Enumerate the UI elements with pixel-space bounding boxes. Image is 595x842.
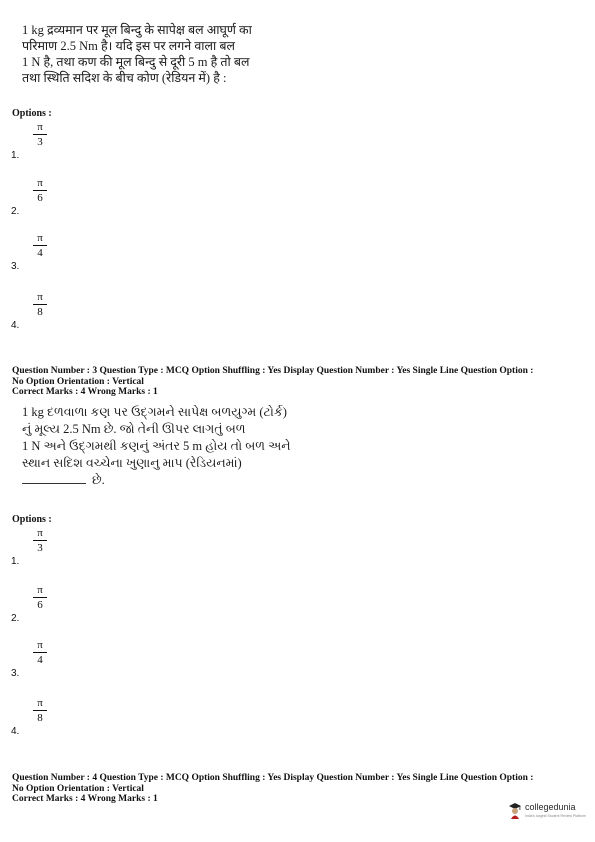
collegedunia-logo — [508, 798, 590, 824]
fraction-bar — [33, 134, 47, 135]
option-number: 3. — [11, 668, 20, 679]
option-4[interactable] — [11, 697, 71, 737]
fraction-bar — [33, 304, 47, 305]
option-number: 1. — [11, 556, 20, 567]
question-line-last — [22, 472, 291, 489]
denominator: 6 — [37, 599, 43, 611]
fraction — [33, 121, 47, 148]
fraction-bar — [33, 652, 47, 653]
meta-line: No Option Orientation : Vertical — [12, 783, 144, 794]
question-line: परिमाण 2.5 Nm है। यदि इस पर लगने वाला बल — [22, 39, 235, 53]
logo-tagline: India's largest Student Review Platform — [525, 814, 586, 818]
numerator: π — [37, 121, 43, 133]
question-line: સ્થાન સદિશ વચ્ચેના ખુણાનુ માપ (રેડિયનમાં) — [22, 456, 242, 470]
option-1[interactable] — [11, 121, 71, 161]
fraction — [33, 177, 47, 204]
option-number: 2. — [11, 613, 20, 624]
question-2-text — [22, 22, 252, 86]
numerator: π — [37, 697, 43, 709]
question-line: तथा स्थिति सदिश के बीच कोण (रेडियन में) है : — [22, 71, 227, 85]
options-label: Options : — [12, 514, 52, 525]
numerator: π — [37, 232, 43, 244]
fraction — [33, 584, 47, 611]
question-line-end: છે. — [92, 473, 105, 487]
numerator: π — [37, 639, 43, 651]
meta-line: Correct Marks : 4 Wrong Marks : 1 — [12, 387, 158, 397]
option-number: 4. — [11, 320, 20, 331]
option-3[interactable] — [11, 639, 71, 679]
option-number: 2. — [11, 206, 20, 217]
answer-blank — [22, 483, 86, 484]
meta-line: Question Number : 4 Question Type : MCQ Option Shuffling : Yes Display Question Number : Yes Single Line Question Option : — [12, 773, 534, 783]
denominator: 4 — [37, 247, 43, 259]
fraction-bar — [33, 190, 47, 191]
denominator: 8 — [37, 712, 43, 724]
fraction — [33, 232, 47, 259]
fraction — [33, 639, 47, 666]
numerator: π — [37, 177, 43, 189]
fraction-bar — [33, 597, 47, 598]
option-2[interactable] — [11, 584, 71, 624]
options-label: Options : — [12, 108, 52, 119]
question-line: 1 N है, तथा कण की मूल बिन्दु से दूरी 5 m है तो बल — [22, 55, 250, 69]
question-3-text — [22, 404, 291, 489]
logo-name: collegedunia — [525, 802, 576, 812]
numerator: π — [37, 527, 43, 539]
fraction-bar — [33, 710, 47, 711]
numerator: π — [37, 584, 43, 596]
option-1[interactable] — [11, 527, 71, 567]
numerator: π — [37, 291, 43, 303]
meta-line: Correct Marks : 4 Wrong Marks : 1 — [12, 794, 158, 804]
question-line: 1 kg દળવાળા કણ પર ઉદ્ગમને સાપેક્ષ બળયુગ્મ (ટોર્ક) — [22, 405, 287, 419]
question-line: નું મૂલ્ય 2.5 Nm છે. જો તેની ઊપર લાગતું બળ — [22, 422, 246, 436]
question-line: 1 N અને ઉદ્ગમથી કણનું અંતર 5 m હોય તો બળ અને — [22, 439, 291, 453]
fraction — [33, 291, 47, 318]
fraction-bar — [33, 540, 47, 541]
fraction — [33, 527, 47, 554]
fraction-bar — [33, 245, 47, 246]
denominator: 6 — [37, 192, 43, 204]
question-line: 1 kg द्रव्यमान पर मूल बिन्दु के सापेक्ष बल आघूर्ण का — [22, 23, 252, 37]
option-3[interactable] — [11, 232, 71, 272]
denominator: 3 — [37, 542, 43, 554]
fraction — [33, 697, 47, 724]
question-3-meta — [12, 366, 533, 398]
meta-line: Question Number : 3 Question Type : MCQ Option Shuffling : Yes Display Question Number : Yes Single Line Question Option : — [12, 366, 534, 376]
denominator: 8 — [37, 306, 43, 318]
question-4-meta — [12, 773, 533, 805]
option-number: 3. — [11, 261, 20, 272]
option-4[interactable] — [11, 291, 71, 331]
denominator: 4 — [37, 654, 43, 666]
option-2[interactable] — [11, 177, 71, 217]
option-number: 1. — [11, 150, 20, 161]
option-number: 4. — [11, 726, 20, 737]
meta-line: No Option Orientation : Vertical — [12, 376, 144, 387]
denominator: 3 — [37, 136, 43, 148]
graduate-mascot-icon — [508, 801, 522, 819]
